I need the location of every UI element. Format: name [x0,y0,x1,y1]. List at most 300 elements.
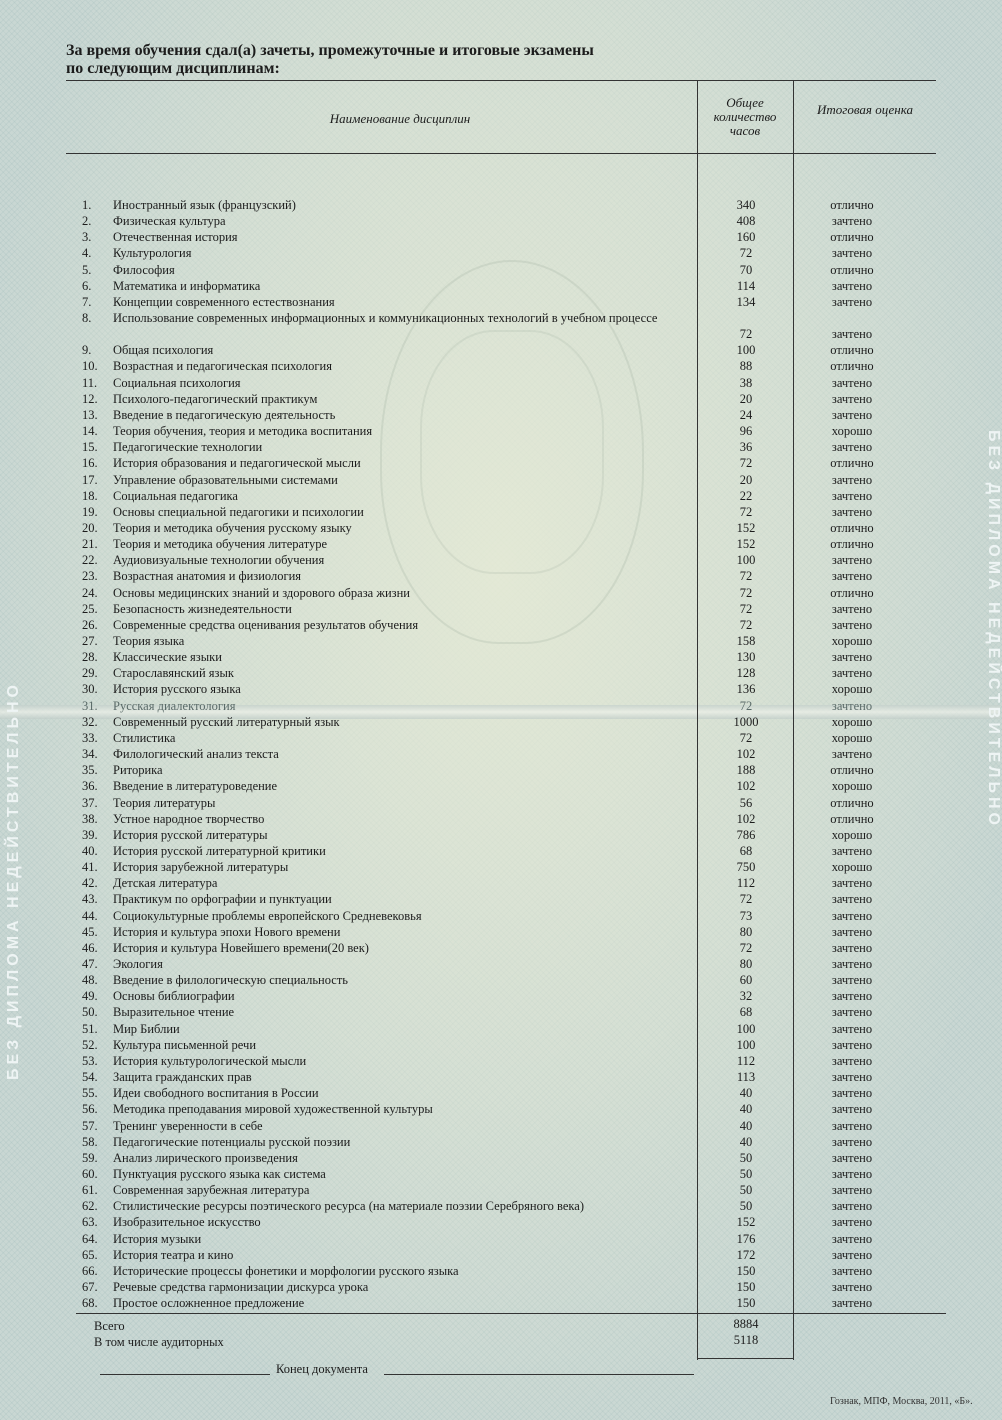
table-header-border [66,153,936,154]
column-header-grade: Итоговая оценка [817,102,913,117]
discipline-name: Концепции современного естествознания [113,295,335,309]
row-number: 28. [82,650,98,664]
grade-value: зачтено [831,957,873,971]
grade-value: зачтено [831,473,873,487]
discipline-name: Педагогические потенциалы русской поэзии [113,1135,351,1149]
grade-value: зачтено [831,1167,873,1181]
discipline-name: Мир Библии [113,1022,180,1036]
grade-value: отлично [830,812,874,826]
row-number: 25. [82,602,98,616]
hours-value: 96 [739,424,753,438]
row-number: 35. [82,763,98,777]
hours-value: 150 [736,1296,756,1310]
grade-value: зачтено [831,505,873,519]
hours-value: 188 [736,763,756,777]
discipline-name: Филологический анализ текста [113,747,279,761]
table-row [0,278,1000,294]
discipline-name: История культурологической мысли [113,1054,307,1068]
row-number: 38. [82,812,98,826]
grade-value: зачтено [831,1119,873,1133]
grade-value: отлично [830,198,874,212]
hours-value: 136 [736,682,756,696]
table-row [0,1263,1000,1279]
hours-value: 72 [739,586,753,600]
hours-value: 72 [739,569,753,583]
table-row [0,568,1000,584]
discipline-name: Основы специальной педагогики и психологии [113,505,364,519]
table-row [0,229,1000,245]
hours-value: 32 [739,989,753,1003]
discipline-name: Простое осложненное предложение [113,1296,305,1310]
hours-value: 112 [736,1054,756,1068]
auditory-value: 5118 [733,1333,759,1347]
grade-value: зачтено [831,489,873,503]
table-row [0,294,1000,310]
table-row [0,1053,1000,1069]
hours-value: 176 [736,1232,756,1246]
table-row [0,1214,1000,1230]
row-number: 46. [82,941,98,955]
hours-value: 100 [736,1038,756,1052]
row-number: 62. [82,1199,98,1213]
grade-value: зачтено [831,553,873,567]
table-row [0,262,1000,278]
discipline-name: Стилистические ресурсы поэтического ресурса (на материале поэзии Серебряного века) [113,1199,584,1213]
grade-value: зачтено [831,279,873,293]
discipline-name: Основы библиографии [113,989,235,1003]
row-number: 40. [82,844,98,858]
table-row [0,391,1000,407]
grade-value: хорошо [831,731,873,745]
grade-value: зачтено [831,666,873,680]
discipline-name: История музыки [113,1232,202,1246]
hours-value: 750 [736,860,756,874]
discipline-name: Теория и методика обучения литературе [113,537,328,551]
discipline-name: Социальная педагогика [113,489,238,503]
grade-value: зачтено [831,602,873,616]
total-label: Всего [94,1319,125,1333]
hours-value: 50 [739,1151,753,1165]
grade-value: зачтено [831,327,873,341]
hours-value: 40 [739,1086,753,1100]
row-number: 63. [82,1215,98,1229]
discipline-name: История образования и педагогической мысли [113,456,361,470]
table-row [0,972,1000,988]
row-number: 4. [82,246,92,260]
row-number: 64. [82,1232,98,1246]
hours-value: 100 [736,343,756,357]
grade-value: отлично [830,359,874,373]
row-number: 58. [82,1135,98,1149]
row-number: 10. [82,359,98,373]
table-row [0,1166,1000,1182]
table-row [0,908,1000,924]
grade-value: хорошо [831,634,873,648]
hours-value: 72 [739,505,753,519]
grade-value: зачтено [831,699,873,713]
table-row [0,245,1000,261]
row-number: 49. [82,989,98,1003]
row-number: 44. [82,909,98,923]
grade-value: отлично [830,763,874,777]
hours-value: 50 [739,1167,753,1181]
row-number: 67. [82,1280,98,1294]
grade-value: зачтено [831,973,873,987]
hours-value: 40 [739,1135,753,1149]
hours-value: 24 [739,408,753,422]
row-number: 9. [82,343,92,357]
row-number: 52. [82,1038,98,1052]
grade-value: зачтено [831,392,873,406]
hours-value: 114 [736,279,756,293]
discipline-name: Теория обучения, теория и методика воспитания [113,424,373,438]
grade-value: зачтено [831,747,873,761]
row-number: 6. [82,279,92,293]
grade-value: зачтено [831,909,873,923]
hours-value: 68 [739,1005,753,1019]
hours-value: 128 [736,666,756,680]
row-number: 53. [82,1054,98,1068]
table-row [0,1069,1000,1085]
hours-value: 72 [739,456,753,470]
table-row [0,358,1000,374]
table-row [0,1182,1000,1198]
table-row [0,988,1000,1004]
hours-value: 112 [736,876,756,890]
table-row [0,1004,1000,1020]
printer-imprint: Гознак, МПФ, Москва, 2011, «Б». [830,1396,973,1407]
discipline-name: Математика и информатика [113,279,261,293]
grade-value: отлично [830,796,874,810]
table-row [0,665,1000,681]
table-row [0,455,1000,471]
discipline-name: Аудиовизуальные технологии обучения [113,553,325,567]
grade-value: зачтено [831,1232,873,1246]
row-number: 34. [82,747,98,761]
discipline-name: Иностранный язык (французский) [113,198,296,212]
discipline-name: Классические языки [113,650,222,664]
side-watermark-right: БЕЗ ДИПЛОМА НЕДЕЙСТВИТЕЛЬНО [985,430,1002,829]
hours-value: 22 [739,489,753,503]
row-number: 47. [82,957,98,971]
hours-value: 20 [739,392,753,406]
table-bottom-border [697,1358,793,1359]
table-row [0,956,1000,972]
table-row [0,197,1000,213]
grade-value: зачтено [831,1086,873,1100]
hours-value: 20 [739,473,753,487]
auditory-label: В том числе аудиторных [94,1335,224,1349]
table-row [0,585,1000,601]
discipline-name: Русская диалектология [113,699,236,713]
grade-value: хорошо [831,779,873,793]
hours-value: 72 [739,246,753,260]
grade-value: зачтено [831,376,873,390]
grade-value: хорошо [831,715,873,729]
row-number: 57. [82,1119,98,1133]
table-row [0,924,1000,940]
table-row [0,633,1000,649]
table-row [0,1037,1000,1053]
row-number: 59. [82,1151,98,1165]
discipline-name: История и культура Новейшего времени(20 век) [113,941,369,955]
table-row [0,1134,1000,1150]
table-row [0,601,1000,617]
discipline-name: Введение в филологическую специальность [113,973,348,987]
grade-value: зачтено [831,1022,873,1036]
table-row [0,488,1000,504]
column-header-hours: Общее количество часов [713,95,777,138]
hours-value: 150 [736,1280,756,1294]
discipline-name: Современный русский литературный язык [113,715,340,729]
hours-value: 100 [736,553,756,567]
grade-value: зачтено [831,440,873,454]
discipline-name: История русской литературной критики [113,844,326,858]
row-number: 45. [82,925,98,939]
row-number: 39. [82,828,98,842]
hours-value: 152 [736,521,756,535]
row-number: 37. [82,796,98,810]
row-number: 21. [82,537,98,551]
discipline-name: История зарубежной литературы [113,860,289,874]
grade-value: отлично [830,521,874,535]
hours-value: 102 [736,747,756,761]
table-row [0,423,1000,439]
grade-value: зачтено [831,844,873,858]
row-number: 43. [82,892,98,906]
discipline-name: Анализ лирического произведения [113,1151,298,1165]
grade-value: зачтено [831,1296,873,1310]
table-row [0,552,1000,568]
discipline-name: Философия [113,263,175,277]
table-row [0,1021,1000,1037]
heading-line-1: За время обучения сдал(а) зачеты, промежуточные и итоговые экзамены [66,42,594,59]
grade-value: отлично [830,343,874,357]
discipline-name: Отечественная история [113,230,238,244]
hours-value: 72 [739,618,753,632]
table-row [0,762,1000,778]
discipline-name: Исторические процессы фонетики и морфологии русского языка [113,1264,459,1278]
discipline-name: Культурология [113,246,192,260]
table-row [0,795,1000,811]
hours-value: 134 [736,295,756,309]
row-number: 51. [82,1022,98,1036]
row-number: 15. [82,440,98,454]
table-row [0,1231,1000,1247]
discipline-name: Психолого-педагогический практикум [113,392,318,406]
hours-value: 60 [739,973,753,987]
table-row [0,827,1000,843]
discipline-name: Устное народное творчество [113,812,265,826]
row-number: 17. [82,473,98,487]
row-number: 65. [82,1248,98,1262]
hours-value: 102 [736,779,756,793]
discipline-name: Основы медицинских знаний и здорового образа жизни [113,586,410,600]
row-number: 5. [82,263,92,277]
discipline-name: Теория и методика обучения русскому языку [113,521,352,535]
hours-value: 36 [739,440,753,454]
end-line-left [100,1374,270,1375]
row-number: 33. [82,731,98,745]
discipline-name: Возрастная и педагогическая психология [113,359,332,373]
row-number: 30. [82,682,98,696]
discipline-name: Современная зарубежная литература [113,1183,310,1197]
hours-value: 50 [739,1199,753,1213]
grade-value: зачтено [831,1199,873,1213]
hours-value: 72 [739,731,753,745]
grade-value: зачтено [831,1151,873,1165]
grade-value: зачтено [831,1215,873,1229]
discipline-name: Использование современных информационных и коммуникационных технологий в учебном процессе [113,311,658,325]
grade-value: зачтено [831,246,873,260]
row-number: 48. [82,973,98,987]
discipline-name: Тренинг уверенности в себе [113,1119,263,1133]
hours-value: 786 [736,828,756,842]
grade-value: зачтено [831,1264,873,1278]
discipline-name: Физическая культура [113,214,226,228]
discipline-name: Современные средства оценивания результатов обучения [113,618,419,632]
table-row [0,342,1000,358]
row-number: 32. [82,715,98,729]
table-row [0,504,1000,520]
document-heading [66,42,594,78]
grade-value: отлично [830,537,874,551]
grade-value: зачтено [831,618,873,632]
discipline-name: Социальная психология [113,376,241,390]
row-number: 22. [82,553,98,567]
hours-value: 150 [736,1264,756,1278]
column-header-name: Наименование дисциплин [329,111,471,126]
discipline-name: Теория литературы [113,796,216,810]
table-row [0,681,1000,697]
discipline-name: Общая психология [113,343,214,357]
hours-value: 88 [739,359,753,373]
table-row [0,213,1000,229]
hours-value: 80 [739,925,753,939]
table-row [0,1295,1000,1311]
row-number: 66. [82,1264,98,1278]
hours-value: 72 [739,892,753,906]
table-row [0,746,1000,762]
discipline-name: Выразительное чтение [113,1005,235,1019]
row-number: 3. [82,230,92,244]
row-number: 7. [82,295,92,309]
hours-value: 113 [736,1070,756,1084]
grade-value: отлично [830,456,874,470]
row-number: 14. [82,424,98,438]
row-number: 8. [82,311,92,325]
hours-value: 100 [736,1022,756,1036]
grade-value: зачтено [831,1054,873,1068]
grade-value: хорошо [831,828,873,842]
grade-value: зачтено [831,1248,873,1262]
grade-value: зачтено [831,1135,873,1149]
discipline-name: Пунктуация русского языка как система [113,1167,326,1181]
grade-value: зачтено [831,408,873,422]
row-number: 31. [82,699,98,713]
grade-value: хорошо [831,682,873,696]
discipline-name: Введение в педагогическую деятельность [113,408,336,422]
discipline-name: Изобразительное искусство [113,1215,261,1229]
table-row [0,375,1000,391]
table-row [0,1279,1000,1295]
grade-value: хорошо [831,424,873,438]
grade-value: отлично [830,586,874,600]
table-row [0,811,1000,827]
table-row [0,1198,1000,1214]
hours-value: 56 [739,796,753,810]
discipline-name: История театра и кино [113,1248,234,1262]
grade-value: зачтено [831,876,873,890]
discipline-name: Социокультурные проблемы европейского Средневековья [113,909,422,923]
row-number: 24. [82,586,98,600]
grade-value: зачтено [831,892,873,906]
table-row [0,778,1000,794]
discipline-name: История русской литературы [113,828,268,842]
grade-value: отлично [830,230,874,244]
row-number: 41. [82,860,98,874]
table-row [0,859,1000,875]
row-number: 23. [82,569,98,583]
row-number: 27. [82,634,98,648]
discipline-name: Защита гражданских прав [113,1070,252,1084]
table-total-border [76,1313,946,1314]
grade-value: зачтено [831,1102,873,1116]
hours-value: 1000 [733,715,759,729]
row-number: 26. [82,618,98,632]
row-number: 19. [82,505,98,519]
row-number: 60. [82,1167,98,1181]
table-row [0,617,1000,633]
hours-value: 70 [739,263,753,277]
hours-value: 152 [736,537,756,551]
discipline-name: Идеи свободного воспитания в России [113,1086,319,1100]
hours-value: 40 [739,1119,753,1133]
hours-value: 72 [739,327,753,341]
table-row [0,1150,1000,1166]
grade-value: зачтено [831,1005,873,1019]
discipline-name: Экология [113,957,163,971]
discipline-name: Старославянский язык [113,666,234,680]
hours-value: 72 [739,699,753,713]
table-row [0,472,1000,488]
table-row [0,891,1000,907]
row-number: 16. [82,456,98,470]
row-number: 1. [82,198,92,212]
table-row [0,1247,1000,1263]
side-watermark-left: БЕЗ ДИПЛОМА НЕДЕЙСТВИТЕЛЬНО [5,681,22,1080]
discipline-name: История и культура эпохи Нового времени [113,925,341,939]
grade-value: зачтено [831,1038,873,1052]
grade-value: хорошо [831,860,873,874]
table-top-border [66,80,936,81]
hours-value: 72 [739,602,753,616]
table-row [0,875,1000,891]
grade-value: зачтено [831,214,873,228]
table-row [0,1085,1000,1101]
hours-value: 158 [736,634,756,648]
table-row [0,310,1000,342]
discipline-name: Стилистика [113,731,176,745]
end-of-document: Конец документа [276,1362,368,1376]
discipline-name: Теория языка [113,634,185,648]
grade-value: зачтено [831,1183,873,1197]
table-row [0,439,1000,455]
hours-value: 50 [739,1183,753,1197]
discipline-name: Методика преподавания мировой художественной культуры [113,1102,433,1116]
hours-value: 38 [739,376,753,390]
discipline-name: Возрастная анатомия и физиология [113,569,302,583]
